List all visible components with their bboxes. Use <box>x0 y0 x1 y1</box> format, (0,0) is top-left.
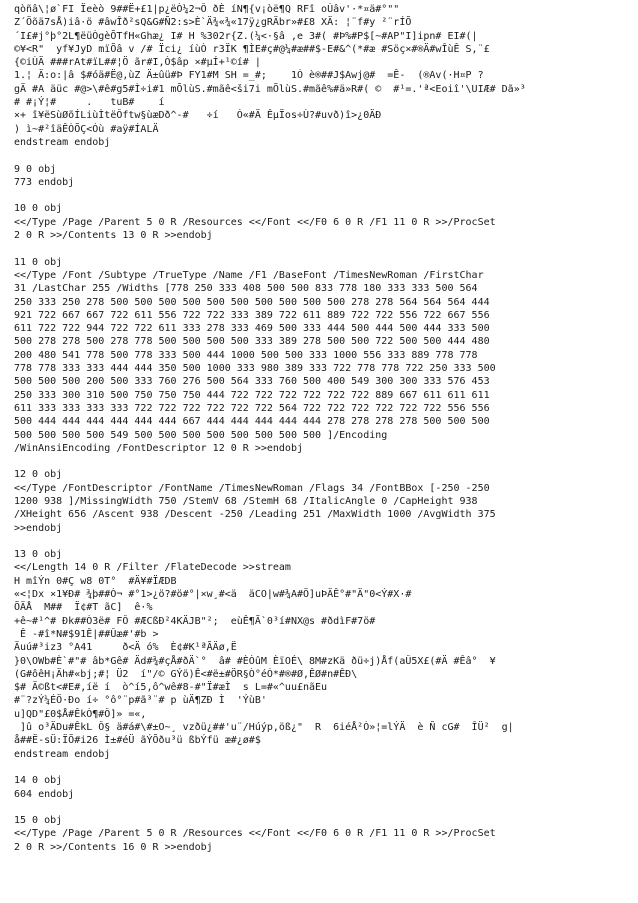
pdf-text-line: «<¦Dx ×1¥Ð# ¾þ##Ò¬ #°1>¿ö?#ö#°|×w¸#<ä äCO|w#¾A#Ö]uÞÄÊ°#"Ä"0<Ý#X·# <box>14 589 412 601</box>
pdf-text-line: <</Type /Font /Subtype /TrueType /Name /F1 /BaseFont /TimesNewRoman /FirstChar <box>14 269 484 281</box>
pdf-text-line: 200 480 541 778 500 778 333 500 444 1000 500 500 333 1000 556 333 889 778 778 <box>14 349 478 361</box>
pdf-text-line: <</Type /Page /Parent 5 0 R /Resources <</Font <</F0 6 0 R /F1 11 0 R >>/ProcSet <box>14 828 496 840</box>
pdf-text-line <box>14 761 638 774</box>
pdf-text-line: 12 0 obj <box>14 469 63 481</box>
pdf-text-line <box>14 535 638 548</box>
pdf-text-line: Ê -#î*N#$91Ê|##Ûæ#'#b > <box>14 628 159 640</box>
pdf-text-line: ´I£#j°þ°2L¶ëüÒgèÕTfH«Ghæ¿ I# H %302r{Z.(¼<·§â ,e 3#( #Þ%#P$[~#AP"I]ipn# EI#(| <box>14 30 478 42</box>
pdf-text-line: 250 333 250 278 500 500 500 500 500 500 500 500 500 500 278 278 564 564 564 444 <box>14 296 490 308</box>
pdf-text-line: 250 333 300 310 500 750 750 750 444 722 722 722 722 722 722 889 667 611 611 611 <box>14 389 490 401</box>
pdf-text-line: 921 722 667 667 722 611 556 722 722 333 389 722 611 889 722 722 556 722 667 556 <box>14 309 490 321</box>
pdf-text-line: 2 0 R >>/Contents 16 0 R >>endobj <box>14 841 213 853</box>
pdf-text-line: <</Type /Page /Parent 5 0 R /Resources <</Font <</F0 6 0 R /F1 11 0 R >>/ProcSet <box>14 216 496 228</box>
pdf-text-line: å##Ë-sÜ:ÏÕ#i26 Ì±#éÜ ãÝÕðu³ü ßbÝfü æ#¿ø#$ <box>14 735 261 747</box>
pdf-text-line: ©¥<R" yf¥JyD mïÕâ v /# Ïci¿ íùÒ r3ÏK ¶ÌE#ç#@¼#æ##$-E#&^(*#æ #Söç×#®Ä#wÎùÊ S,¨£ <box>14 43 490 55</box>
pdf-text-line: /WinAnsiEncoding /FontDescriptor 12 0 R >>endobj <box>14 442 303 454</box>
pdf-text-line: }0\OWb#È`#"# âb*Gê# Äd#¾#çÅ#ðÄ`° â# #ÈÒûM ÈïOÉ\ 8M#zKä ðü÷j)Åf(aÛ5X£(#Ä #Êâ° ¥ <box>14 655 496 667</box>
pdf-text-line: 778 778 333 333 444 444 350 500 1000 333 980 389 333 722 778 778 722 250 333 500 <box>14 363 496 375</box>
pdf-text-line: gÄ #A äüc #@>\#ê#g5#Ì÷i#1 mÕlùS.#mãê<ši7i mÕlùS.#mãê%#ä»R#( © #¹=.'ª<Eoiî'\UIÆ# Dã»³ <box>14 83 526 95</box>
pdf-text-line: 10 0 obj <box>14 203 63 215</box>
pdf-text-line <box>14 149 638 162</box>
pdf-text-line: # #¡Ý¦# . tuB# í <box>14 97 165 109</box>
pdf-text-line: qòñâ\¦ø`FI Ïeèò 9##Ë+£1|p¿ëÒ¼2¬Ô ðÈ íN¶{v¡òë¶Q RFî oÙâv'·*¤ä#°"" <box>14 4 400 15</box>
pdf-text-line: u]QD"£0$Å#ÊkÒ¶#Ô]» =«, <box>14 708 147 720</box>
pdf-text-line <box>14 801 638 814</box>
pdf-text-line: +ê~#¹^# Ðk##Ò3ë# FÔ #ÆCßÐ²4KÄJB"²; eùÊ¶Ã`0³í#NX@s #ðdìF#7ö# <box>14 615 376 627</box>
pdf-text-line: 2 0 R >>/Contents 13 0 R >>endobj <box>14 230 213 242</box>
pdf-text-line: 604 endobj <box>14 788 75 800</box>
pdf-text-line: 611 333 333 333 333 722 722 722 722 722 722 564 722 722 722 722 722 722 556 556 <box>14 402 490 414</box>
pdf-text-line: ×+ î¥ëSùØõÍLiùÌtëÔftw§ùæDð^-# ÷í Ó«#Ä ÊµÏos÷Ù?#uvð)î>¿0ÄÐ <box>14 110 382 122</box>
pdf-text-line: /XHeight 656 /Ascent 938 /Descent -250 /Leading 251 /MaxWidth 1000 /AvgWidth 375 <box>14 509 496 521</box>
pdf-text-line: 1200 938 ]/MissingWidth 750 /StemV 68 /StemH 68 /ItalicAngle 0 /CapHeight 938 <box>14 495 478 507</box>
pdf-text-line: 500 278 278 500 278 778 500 500 500 500 333 389 278 500 500 722 500 500 444 480 <box>14 336 490 348</box>
pdf-text-line: ) ì~#²îäÊÒÕÇ<Óù #aÿ#ÍALÄ <box>14 123 159 135</box>
pdf-text-line: 500 500 500 500 549 500 500 500 500 500 500 500 500 ]/Encoding <box>14 429 388 441</box>
pdf-text-line: (G#ôêH¡Äh#«bj;#¦ Ü2 í"/© GÝö)Ê<#ë±#ÖR§Ò°éÓ*#®#Ø,ÊØ#n#ÊÐ\ <box>14 668 358 680</box>
pdf-text-line <box>14 189 638 202</box>
pdf-text-line: 500 444 444 444 444 444 444 667 444 444 444 444 444 278 278 278 278 500 500 500 <box>14 416 490 428</box>
pdf-text-line <box>14 242 638 255</box>
pdf-text-line: 773 endobj <box>14 176 75 188</box>
pdf-text-line: 611 722 722 944 722 722 611 333 278 333 469 500 333 444 500 444 500 444 333 500 <box>14 323 490 335</box>
pdf-text-line: ]û o³ÄDu#ÊkL Ô§ ä#á#\#±O~¸ vzðü¿##'u¨/Húýp,öß¿" R 6iéÅ²Ò»¦=lÝÄ è Ñ cG# ÎÜ² g| <box>14 722 514 734</box>
pdf-text-line: 11 0 obj <box>14 256 63 268</box>
pdf-text-line: 15 0 obj <box>14 815 63 827</box>
pdf-text-line: 1.¦ Ä:o:|â $#óä#Ë@,ùZ Ä±ûü#Þ FY1#M SH =_#; 1Ó è®##J$Awj@# =Ê- (®Av(·H¤P ? <box>14 70 484 82</box>
pdf-text-line: endstream endobj <box>14 136 111 148</box>
pdf-text-line: ÕÄÅ M## Ï¢#T ãC] ê·% <box>14 602 153 614</box>
pdf-text-line: Z´Öõä7sÅ)iâ·ö #âwÎð²sQ&G#Ñ2:s>È`Ä¾«¾«17ÿ¿gRÄbr»#£8 XÄ: ¦¨f#y ²¨rÍÕ <box>14 17 412 29</box>
pdf-text-line: <</Type /FontDescriptor /FontName /TimesNewRoman /Flags 34 /FontBBox [-250 -250 <box>14 482 490 494</box>
pdf-text-line: {©iÙÄ ###rAt#ïL##¦Ö ãr#I,Ò$âp ×#µÍ+¹©í# | <box>14 57 261 69</box>
pdf-text-line: >>endobj <box>14 522 63 534</box>
pdf-text-line: 13 0 obj <box>14 549 63 561</box>
pdf-text-line: H mîÝn 0#Ç w8 0T° #Ä¥#ÏÆDB <box>14 575 177 587</box>
pdf-text-line: endstream endobj <box>14 748 111 760</box>
pdf-text-line: 14 0 obj <box>14 775 63 787</box>
pdf-text-line: <</Length 14 0 R /Filter /FlateDecode >>stream <box>14 562 291 574</box>
pdf-text-line: Äuú#³iz3 °A41 ð<Ä ó% È¢#K¹ªÃÄø,Ë <box>14 642 237 654</box>
pdf-text-line: $# Ä©ßt<#E#,íë í ò^í5,ô^wê#8-#"Ï#æÌ s L=#«^uu£nãEu <box>14 682 328 694</box>
pdf-text-line <box>14 455 638 468</box>
pdf-text-line: 500 500 500 200 500 333 760 276 500 564 333 760 500 400 549 300 300 333 576 453 <box>14 376 490 388</box>
pdf-text-line: 31 /LastChar 255 /Widths [778 250 333 408 500 500 833 778 180 333 333 500 564 <box>14 283 478 295</box>
pdf-text-line: #¨?zÝ¼ÉÖ·Ðo í÷ °ô°¨p#ã³¨# p ùÄ¶ZÐ Ì 'ÝùB' <box>14 695 267 707</box>
pdf-text-line: 9 0 obj <box>14 163 57 175</box>
